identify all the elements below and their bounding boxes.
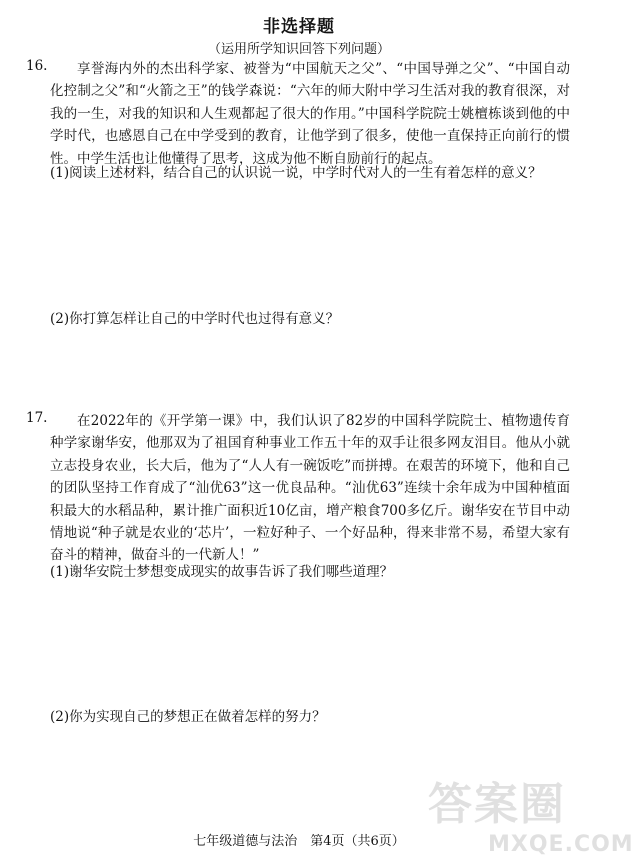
question-17-sub-2: (2)你为实现自己的梦想正在做着怎样的努力？ — [50, 709, 326, 725]
question-17-number: 17. — [26, 410, 48, 426]
watermark-logo — [428, 768, 634, 863]
question-17-sub-1: (1)谢华安院士梦想变成现实的故事告诉了我们哪些道理？ — [50, 564, 394, 580]
page-footer: 七年级道德与法治 第4页（共6页） — [193, 834, 405, 849]
question-16-sub-2: (2)你打算怎样让自己的中学时代也过得有意义？ — [50, 311, 340, 327]
question-16-sub-1: (1)阅读上述材料，结合自己的认识说一说，中学时代对人的一生有着怎样的意义？ — [50, 165, 542, 181]
section-instruction: （运用所学知识回答下列问题） — [207, 42, 390, 57]
question-17-passage: 在2022年的《开学第一课》中，我们认识了82岁的中国科学院院士、植物遗传育种学家谢华安，他那双为了祖国育种事业工作五十年的双手让很多网友泪目。他从小就立志投身农业，长大后，他为了“人人有一碗饭吃”而拼搏。在艰苦的环境下，他和自己的团队坚持工作育成了“汕优63”这一优良品种。“汕优63”连续十余年成为中国种植面积最大的水稻品种，累计推广面积近10亿亩，增产粮食700多亿斤。谢华安在节目中动情地说“种子就是农业的‘芯片’，一粒好种子、一个好品种，得来非常不易，希望大家有奋斗的精神，做奋斗的一代新人！” — [50, 413, 570, 564]
question-16-number: 16. — [26, 58, 48, 74]
watermark-sub-text: MXQE.COM — [488, 832, 634, 857]
section-title: 非选择题 — [263, 17, 335, 37]
watermark-main-text: 答案圈 — [428, 779, 566, 830]
question-16-passage: 享誉海内外的杰出科学家、被誉为“中国航天之父”、“中国导弹之父”、“中国自动化控制之父”和“火箭之王”的钱学森说：“六年的师大附中学习生活对我的教育很深，对我的一生，对我的知识和人生观都起了很大的作用。”中国科学院院士姚檀栋谈到他的中学时代，也感恩自己在中学受到的教育，让他学到了很多，使他一直保持正向前行的惯性。中学生活也让他懂得了思考，这成为他不断自励前行的起点。 — [50, 61, 570, 167]
